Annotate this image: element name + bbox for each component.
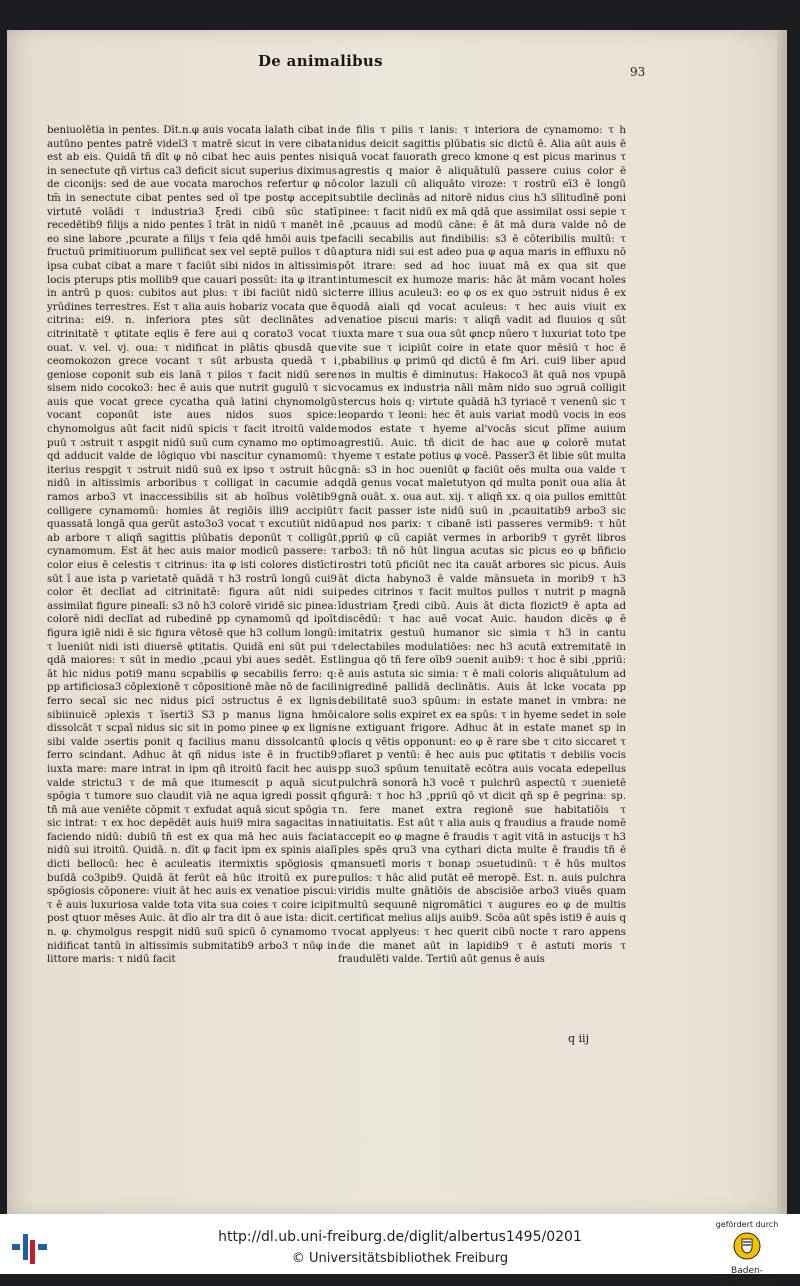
state-coat-of-arms-icon — [733, 1232, 761, 1260]
running-head: De animalibus — [258, 52, 383, 70]
permalink-url[interactable]: http://dl.ub.uni-freiburg.de/diglit/albertus1495/0201 — [218, 1229, 582, 1245]
sponsor-caption: gefördert durch — [715, 1220, 779, 1229]
text-column-right: de filis τ pilis τ lanis: τ interiora de cynamomo: τ h nidus deicit sagittis plūbatis sic dictū ē. Alia aūt auis ē quā vocat fauorath greco kmone q est picus marinus τ agrestis q maior ē aliquātulū passere cuius color ē color lazuli cū aliquāto viroze: τ rostrū eī3 ē longū subtile declinās ad nitorē nidus cius h3 sīlitudīnē poni pinee: τ facit nidū ex mā qdā que assimilat ossi sepie τ ē ,pcauus ad modū cāne: ē āt mā dura valde nō de facili secabilis aut findibilis: s3 ē cōteribilis multū: τ aptura nidi sui est adeo pua φ aqua maris in effluxu nō pōt itrare: sed ad hoc iuuat mā ex qua sit que intumescit ex humoze maris: hāc āt mām vocant hoīes terre illius aculeu3: eo φ os ex quo ɔstruit nidus ē ex quodā aiali qd vocat aculeus: τ hec auis viuit ex venatioe piscui maris: τ aliqñ vadit ad fluuios q sūt iuxta mare τ sua oua sūt φncp nūero τ luxuriat toto tpe vite sue τ icipiūt coire in etate quor mēsiū τ hoc ē ,pbabilius φ primū qd dictū ē fm Ari. cui9 liber apud nos in multis ē diminutus: Hakoco3 āt quā nos vpupā vocamus ex industria nāli mām nido suo ɔgruā colligit stercus hois q: virtute quādā h3 tyriacē τ venenū sic τ leopardo τ leoni: hec ēt auis variat modū vocis in eos modos estate τ hyeme al'vocās sicut plīme auium agrestiū. Auic. tñ dicit de hac aue φ colorē mutat hyeme τ estate potius φ vocē. Passer3 ēt libie sūt multa gnā: s3 in hoc ɔueniūt φ faciūt oēs multa oua valde τ qdā genus vocat maletutyon qd multa ponit oua alia āt gnā ouāt. x. oua aut. xij. τ aliqñ xx. q oia pullos emittūt τ facit passer iste nidū suū in ,pcauitatib9 arbo3 sic apud nos parix: τ cibanē isti passeres vermib9: τ hūt ,ppriū φ cū capiāt vermes in arborib9 τ gyrēt libros arbo3: tñ nō hūt lingua acutas sic picus eo φ bñficio rostri totū pficiūt nec ita cauāt arbores sic picus. Auis āt dicta habyno3 ē valde mānsueta in morib9 τ h3 pedes citrinos τ facit multos pullos τ nutrit p magnā īdustriam ξredi cibū. Auis āt dicta flozict9 ē apta ad discēdū: τ hac auē vocat Auic. haudon dicēs φ ē imitatrix gestuū humanor sic simia τ h3 in cantu delectabiles modulatiōes: nec h3 acutā extremitatē in lingua qō tñ fere oīb9 ɔuenit auib9: τ hoc ē sibi ,ppriū: ē auis astuta sic simia: τ ē mali coloris aliquātulum ad nigredinē pallidā declinātis. Auis āt lcke vocata pp debilitatē suo3 spūum: in estate manet in vmbra: ne calore solis expiret ex ea spūs: τ in hyeme sedet in sole ne extiguant frigore. Adhuc āt in estate manet sp in locis q vētis opponunt: eo φ ē rare sbe τ cito siccaret τ ɔflaret p ventū: ē hec auis puc φtitatis τ debilis vocis pp suo3 spūum tenuitatē ecōtra auis vocata edepellus pulchrā sonorā h3 vocē τ pulchrū aspectū τ ɔuenietē figurā: τ hoc h3 ,ppriū qō vt dicit qñ sp ē pegrina: sp. n. fere manet extra regionē sue habitatiōis τ natiuitatis. Est aūt τ alia auis q fraudius a fraude nomē accepit eo φ magne ē fraudis τ agit vitā in astucijs τ h3 ples spēs qru3 vna cythari dicta multe ē fraudis tñ ē mansuetī moris τ bonap ɔsuetudinū: τ ē hūs multos pullos: τ hāc alid putāt eē meropē. Est. n. auis pulchra viridis multe gnātiōis de abscisiōe arbo3 viuēs quam multū sequunē nigromātici τ augures eo φ de multis certificat melius alijs auib9. Scōa aūt spēs isti9 ē auis q vocat applyeus: τ hec querit cibū nocte τ raro appens de die manet aūt in lapidib9 τ ē astuti moris τ fraudulēti valde. Tertiū aūt genus ē auis — [338, 125, 626, 966]
footer-bar — [0, 1214, 800, 1286]
sponsor-block — [702, 1220, 792, 1286]
text-column-left: beniuolētia in pentes. Dīt.n.φ auis vocata lalath cibat in autūno pentes patrē videl3 τ matrē sicut in vere cibata est ab eis. Quidā tñ dīt φ nō cibat hec auis pentes nisi in senectute qñ virtus ca3 deficit sicut superius diximus de ciconijs: sed de aue vocata marochos refertur φ nō tm̄ in senectute cibat pentes sed oī tpe postφ accepit virtutē volādi τ industria3 ξredi cibū sūc statī recedētib9 filijs a nido pentes ī trāt in nidū τ manēt in eo sine labore ,pcurate a filijs τ feia qdē hmōi auis tpe fructuū primitiuorum pullificat sex vel septē pullos τ dū ipsa cubat cibat a mare τ faciūt sibi nidos in altissimis locis pterups ptis mollib9 que cauari possūt: ita φ itrant in antrū p quos: cubitos aut plus: τ ibi faciūt nidū sic yrūdines terrestres. Est τ alia auis hobariz vocata que ē citrina: ei9. n. inferiora ptes sūt declinātes ad citrinitatē τ φtitate eqlis ē fere aui q corato3 vocat τ ouat. v. vel. vj. oua: τ nidificat in plātis qbusdā que ceomokozon grece vocant τ sūt arbusta quedā τ i geniose coponit sub eis lanā τ pilos τ facit nidū sere sisem nido cocoko3: hec ē auis que nutrit gugulū τ sic auis que vocat grece cycatha quā latini chynomolgū vocant coponūt iste aues nidos suos spice: chynomolgus aūt facit nidū spicis τ facit itroitū valde puū τ ɔstruit τ aspgit nidū suū cum cynamo mo optimo qd adducit valde de lōgiquo vbi nascitur cynamomū: τ iterius respgit τ ɔstruit nidū suū ex ipso τ ɔstruit hūc nidū in altissimis arboribus τ colligat in cacumie ad ramos arbo3 vt inaccessibilis sit ab hoībus volētib9 colligere cynamomū: homies āt regiōis illi9 accipiūt quassatā longā qua gerūt asto3o3 vocat τ excutiūt nidū ab arbore τ aliqñ sagittis plūbatis deponūt τ colligūt cynamomum. Est āt hec auis maior modicū passere: τ color eius ē celestis τ citrinus: ita φ isti colores distīcti sūt ī aue ista p varietatē quādā τ h3 rostrū longū cui9 color ēt declīat ad citrinitatē: figura aūt nidi sui assimilat figure pinealī: s3 nō h3 colorē viridē sic pinea: colorē nidi declīat ad rubedinē pp cynamomū qd ipoīt figura igiē nidi ē sic figura vētosē que h3 collum longū: τ īueniūt nidi isti diuersē φtitatis. Quidā eni sūt pui τ qdā maiores: τ sūt in medio ,pcaui ybi aues sedēt. Est āt hic nidus poti9 manu scpabilis φ secabilis ferro: q: pp artificiosa3 cōplexionē τ cōpositionē māe nō de facili ferro secaī sic nec nidus picī ɔstructus ē ex lignis sibiinuicē ɔplexis τ īserti3 S3 p manus ligna hmōi dissolcāt τ scpaī nidus sic sit in pomo pinee φ ex lignis sibi valde ɔsertis ponit q facilius manu dissolcantū φ ferro scindant. Adhuc āt qñ nidus iste ē in fructib9 iuxta mare: mare intrat in ipm qñ itroitū facit hec auis valde strictu3 τ de mā que itumescit p aquā sicut spōgia τ tumore suo claudit viā ne aqua igredi possit q tñ mā aue veniēte cōpmit τ exfudat aquā sicut spōgia τ sic intrat: τ ex hoc depēdēt auis hui9 mira sagacitas in faciendo nidū: dubiū tñ est ex qua mā hec auis faciat nidū sui itroitū. Quidā. n. dīt φ facit ipm ex spinis aialī dicti bellocū: hec ē aculeatis itermixtis spōgiosis q buſdā co3pib9. Quidā āt ferūt eā hūc itroitū ex pure spōgiosis cōponere: viuit āt hec auis ex venatioe piscui: τ ē auis luxuriosa valde tota vita sua coies τ coire icipit post qtuor mēses Auic. āt dīo alr tra dit ō aue ista: dicit. n. φ. chymolgus respgit nidū suū spicū ō cynamomo τ nidificat tantū in altissimis submitatib9 arbo3 τ nūφ in littore maris: τ nidū facit — [47, 125, 337, 966]
signature-mark: q iij — [568, 1032, 589, 1045]
sponsor-name: Baden-Württemberg — [717, 1266, 777, 1286]
page-edge — [777, 30, 787, 1215]
copyright-notice: © Universitätsbibliothek Freiburg — [291, 1251, 509, 1266]
folio-number: 93 — [630, 65, 646, 79]
